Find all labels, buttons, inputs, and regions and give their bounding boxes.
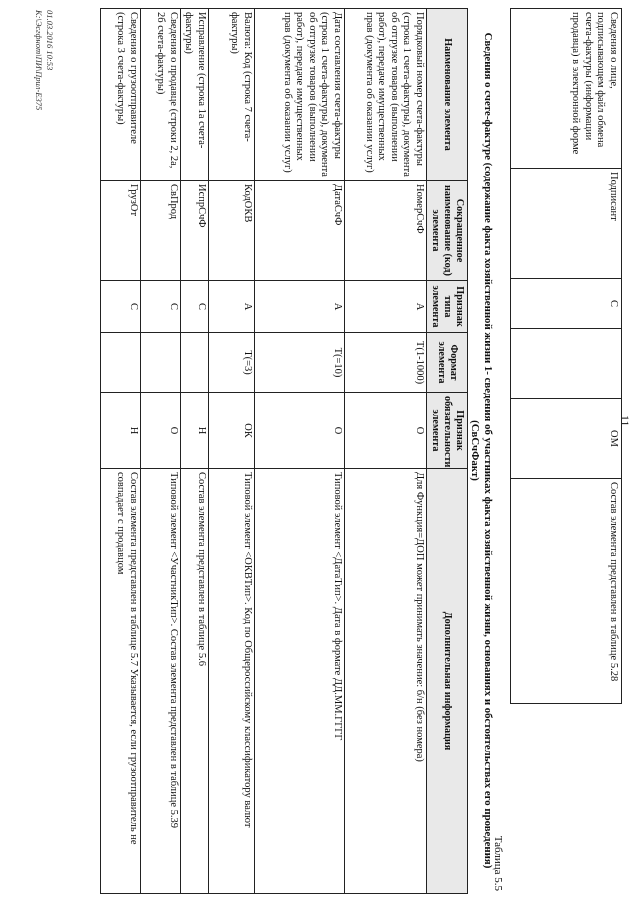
cell-short-name: НомерСчФ xyxy=(345,181,427,281)
cell-type: С xyxy=(140,281,180,333)
cell-obligation: ОК xyxy=(209,393,255,469)
cell-info: Для Функция=ДОП может принимать значение: б/н (без номера) xyxy=(345,469,427,894)
cell-info: Типовой элемент <УчастникТип>. Состав элемента представлен в таблице 5.39 xyxy=(140,469,180,894)
cell-info: Типовой элемент <ОКВТип>. Код по Общероссийскому классификатору валют xyxy=(209,469,255,894)
header-element-name: Наименование элемента xyxy=(427,9,468,181)
table-row xyxy=(140,9,180,894)
cell-element-name: Сведения о продавце (строки 2, 2а, 2б счета-фактуры) xyxy=(140,9,180,181)
elements-table xyxy=(100,8,468,894)
cell-obligation: О xyxy=(255,393,345,469)
cell-short-name: ДатаСчФ xyxy=(255,181,345,281)
cell-format: T(1-1000) xyxy=(345,333,427,393)
footer-file-path: К:\Эсгфнот\ПИ\Прил-E375 xyxy=(34,10,45,111)
table-header-row xyxy=(427,9,468,894)
cell-obligation: О xyxy=(140,393,180,469)
file-footer xyxy=(34,10,55,110)
cell-type: С xyxy=(100,281,140,333)
cell-element-name: Порядковый номер счета-фактуры (строка 1 счета-фактуры), документа об отгрузке товаров (выполнении работ), передаче имущественных прав (документа об оказании услуг) xyxy=(345,9,427,181)
cell-info: Состав элемента представлен в таблице 5.28 xyxy=(511,479,622,704)
page-number: 11 xyxy=(618,415,632,427)
cell-type: С xyxy=(180,281,208,333)
cell-format: T(=3) xyxy=(209,333,255,393)
cell-info: Состав элемента представлен в таблице 5.6 xyxy=(180,469,208,894)
header-obligation: Признак обязательности элемента xyxy=(427,393,468,469)
table-row xyxy=(100,9,140,894)
cell-element-name: Дата составления счета-фактуры (строка 1 счета-фактуры), документа об отгрузке товаров (выполнении работ), передаче имущественных прав (документа об оказании услуг) xyxy=(255,9,345,181)
cell-element-name: Валюта: Код (строка 7 счета-фактуры) xyxy=(209,9,255,181)
header-short-name: Сокращенное наименование (код) элемента xyxy=(427,181,468,281)
cell-obligation: ОМ xyxy=(511,399,622,479)
cell-info: Состав элемента представлен в таблице 5.7 Указывается, если грузоотправитель не совпадает с продавцом xyxy=(100,469,140,894)
cell-obligation: Н xyxy=(180,393,208,469)
cell-type: А xyxy=(209,281,255,333)
cell-element-name: Сведения о грузоотправителе (строка 3 счета-фактуры) xyxy=(100,9,140,181)
table-row xyxy=(180,9,208,894)
continuation-table xyxy=(510,8,622,704)
cell-format xyxy=(140,333,180,393)
table-row xyxy=(209,9,255,894)
cell-short-name: Подписант xyxy=(511,169,622,279)
table-row xyxy=(511,9,622,704)
cell-short-name: СвПрод xyxy=(140,181,180,281)
table-caption: Таблица 5.5 xyxy=(492,835,504,891)
header-type: Признак типа элемента xyxy=(427,281,468,333)
header-info: Дополнительная информация xyxy=(427,469,468,894)
table-row xyxy=(345,9,427,894)
cell-element-name: Исправление (строка 1а счета-фактуры) xyxy=(180,9,208,181)
table-row xyxy=(255,9,345,894)
cell-short-name: ИспрСчФ xyxy=(180,181,208,281)
cell-info: Типовой элемент <ДатаТип>. Дата в формате ДД.ММ.ГГГГ xyxy=(255,469,345,894)
cell-element-name: Сведения о лице, подписывающем файл обмена счета-фактуры (информации продавца) в электронной форме xyxy=(511,9,622,169)
cell-obligation: Н xyxy=(100,393,140,469)
cell-type: А xyxy=(345,281,427,333)
cell-type: А xyxy=(255,281,345,333)
footer-timestamp: 01.03.2016 10:53 xyxy=(45,10,55,71)
cell-type: С xyxy=(511,279,622,329)
cell-short-name: КодОКВ xyxy=(209,181,255,281)
cell-obligation: О xyxy=(345,393,427,469)
cell-short-name: ГрузОт xyxy=(100,181,140,281)
header-format: Формат элемента xyxy=(427,333,468,393)
cell-format xyxy=(511,329,622,399)
cell-format xyxy=(100,333,140,393)
cell-format xyxy=(180,333,208,393)
cell-format: T(=10) xyxy=(255,333,345,393)
table-title: Сведения о счете-фактуре (содержание факта хозяйственной жизни 1- сведения об участниках факта хозяйственной жизни, основаниях и обстоятельствах его проведения) (СвСчФакт) xyxy=(468,32,494,869)
